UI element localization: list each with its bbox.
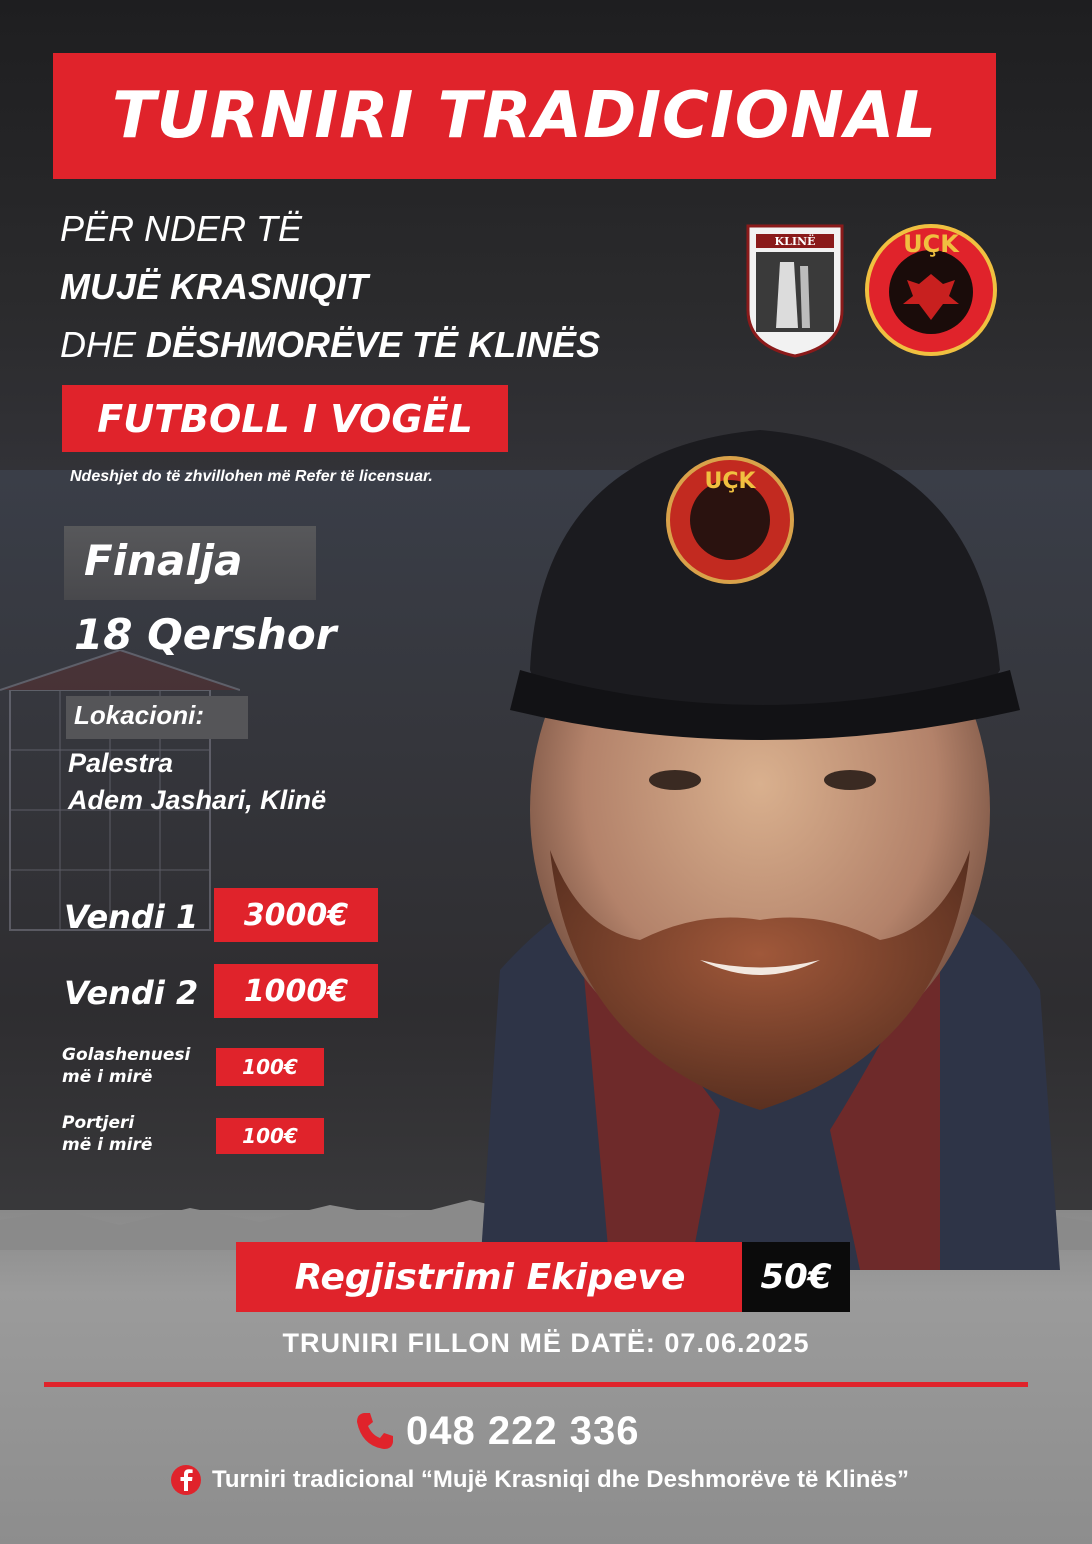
kline-crest-logo [744, 222, 846, 360]
dedication-line3-plain: DHE [60, 324, 147, 365]
portrait-photo [460, 410, 1060, 1270]
footer-divider [44, 1382, 1028, 1387]
referee-note: Ndeshjet do të zhvillohen më Refer të licensuar. [70, 468, 433, 485]
prize-3-label-line1: Golashenuesi [62, 1045, 191, 1065]
prize-4-label [62, 1112, 152, 1156]
sport-label: FUTBOLL I VOGËL [97, 396, 473, 441]
kline-logo-text: KLINË [774, 235, 816, 248]
final-date: 18 Qershor [74, 610, 337, 659]
tournament-start-date: TRUNIRI FILLON MË DATË: 07.06.2025 [282, 1328, 810, 1358]
facebook-icon [170, 1464, 202, 1496]
phone-number[interactable]: 048 222 336 [406, 1408, 640, 1453]
location-label: Lokacioni: [74, 700, 205, 730]
location-line2: Adem Jashari, Klinë [68, 785, 327, 815]
registration-banner [236, 1242, 744, 1312]
phone-contact[interactable] [354, 1406, 639, 1456]
title-banner [53, 53, 996, 179]
registration-fee: 50€ [760, 1257, 832, 1297]
facebook-contact[interactable] [170, 1462, 909, 1498]
phone-icon [354, 1410, 396, 1452]
uck-emblem-logo [865, 222, 997, 358]
svg-text:UÇK: UÇK [704, 469, 756, 494]
prize-4-label-line1: Portjeri [62, 1113, 135, 1133]
prize-4-label-line2: më i mirë [62, 1135, 153, 1155]
prize-3-amount: 100€ [216, 1048, 324, 1086]
dedication-line2: MUJË KRASNIQIT [60, 266, 369, 307]
prize-1-amount: 3000€ [214, 888, 378, 942]
registration-fee-box [742, 1242, 850, 1312]
registration-label: Regjistrimi Ekipeve [294, 1256, 686, 1298]
location-text [68, 745, 326, 819]
prize-3-label-line2: më i mirë [62, 1067, 153, 1087]
dedication-text [60, 200, 600, 374]
prize-2-label: Vendi 2 [64, 974, 199, 1012]
prize-3-label [62, 1044, 190, 1088]
facebook-page-name[interactable]: Turniri tradicional “Mujë Krasniqi dhe Deshmorëve të Klinës” [212, 1466, 910, 1493]
prize-4-amount: 100€ [216, 1118, 324, 1154]
sport-banner [62, 385, 508, 452]
uck-logo-letters: UÇK [903, 230, 959, 258]
location-line1: Palestra [68, 748, 174, 778]
dedication-line3 [60, 316, 600, 374]
tournament-title: TURNIRI TRADICIONAL [111, 79, 938, 153]
dedication-line3-bold: DËSHMORËVE TË KLINËS [146, 324, 601, 365]
final-label: Finalja [84, 536, 243, 585]
dedication-line1: PËR NDER TË [60, 208, 303, 249]
prize-1-label: Vendi 1 [64, 898, 199, 936]
prize-2-amount: 1000€ [214, 964, 378, 1018]
